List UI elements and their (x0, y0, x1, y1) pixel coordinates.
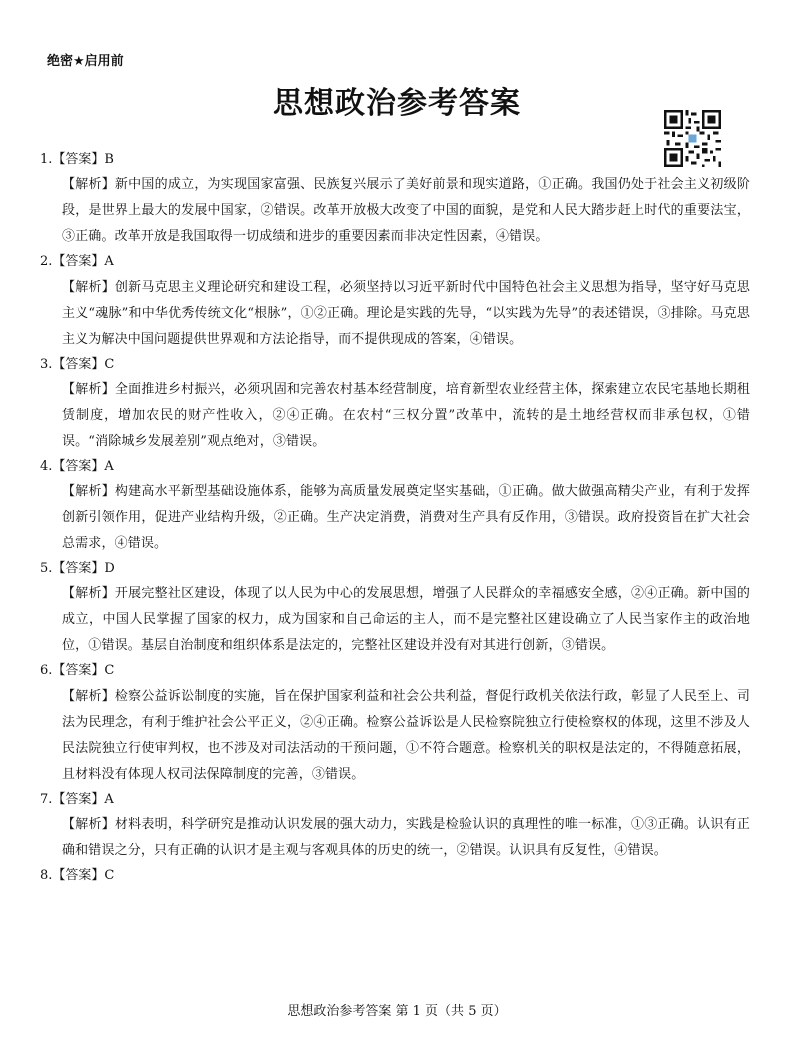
answer-line: 8.【答案】C (40, 868, 115, 884)
answer-item (40, 250, 750, 352)
page-title: 思想政治参考答案 (273, 86, 521, 121)
explanation-text: 【解析】开展完整社区建设，体现了以人民为中心的发展思想，增强了人民群众的幸福感安全感，②④正确。新中国的成立，中国人民掌握了国家的权力，成为国家和自己命运的主人，而不是完整社区建设确立了人民当家作主的政治地位，①错误。基层自治制度和组织体系是法定的，完整社区建设并没有对其进行创新，③错误。 (62, 586, 750, 654)
explanation-text: 【解析】材料表明，科学研究是推动认识发展的强大动力，实践是检验认识的真理性的唯一标准，①③正确。认识有正确和错误之分，只有正确的认识才是主观与客观具体的历史的统一，②错误。认识具有反复性，④错误。 (62, 817, 750, 859)
explanation-text: 【解析】检察公益诉讼制度的实施，旨在保护国家利益和社会公共利益，督促行政机关依法行政，彰显了人民至上、司法为民理念，有利于维护社会公平正义，②④正确。检察公益诉讼是人民检察院独立行使检察权的体现，这里不涉及人民法院独立行使审判权，也不涉及对司法活动的干预问题，①不符合题意。检察机关的职权是法定的，不得随意拓展，且材料没有体现人权司法保障制度的完善，③错误。 (62, 688, 750, 782)
answer-list (40, 148, 750, 888)
explanation-text: 【解析】新中国的成立，为实现国家富强、民族复兴展示了美好前景和现实道路，①正确。我国仍处于社会主义初级阶段，是世界上最大的发展中国家，②错误。改革开放极大改变了中国的面貌，是党和人民大踏步赶上时代的重要法宝，③正确。改革开放是我国取得一切成绩和进步的重要因素而非决定性因素，④错误。 (62, 177, 750, 245)
classified-label: 绝密★启用前 (47, 54, 124, 69)
answer-item (40, 864, 750, 888)
answer-line: 5.【答案】D (40, 561, 115, 577)
answer-line: 7.【答案】A (40, 791, 114, 807)
explanation-text: 【解析】创新马克思主义理论研究和建设工程，必须坚持以习近平新时代中国特色社会主义思想为指导，坚守好马克思主义“魂脉”和中华优秀传统文化“根脉”，①②正确。理论是实践的先导，“以实践为先导”的表述错误，③排除。马克思主义为解决中国问题提供世界观和方法论指导，而不提供现成的答案，④错误。 (62, 279, 750, 347)
answer-item (40, 659, 750, 787)
answer-item (40, 148, 750, 250)
page-footer: 思想政治参考答案 第 1 页（共 5 页） (287, 1004, 507, 1019)
answer-line: 3.【答案】C (40, 356, 115, 372)
answer-item (40, 557, 750, 659)
explanation-text: 【解析】全面推进乡村振兴，必须巩固和完善农村基本经营制度，培育新型农业经营主体，探索建立农民宅基地长期租赁制度，增加农民的财产性收入，②④正确。在农村“三权分置”改革中，流转的是土地经营权而非承包权，①错误。“消除城乡发展差别”观点绝对，③错误。 (62, 381, 750, 449)
answer-item (40, 353, 750, 455)
explanation-text: 【解析】构建高水平新型基础设施体系，能够为高质量发展奠定坚实基础，①正确。做大做强高精尖产业，有利于发挥创新引领作用，促进产业结构升级，②正确。生产决定消费，消费对生产具有反作用，③错误。政府投资旨在扩大社会总需求，④错误。 (62, 484, 750, 552)
answer-line: 1.【答案】B (40, 152, 114, 167)
answer-item (40, 788, 750, 864)
answer-line: 6.【答案】C (40, 663, 115, 679)
answer-line: 4.【答案】A (40, 458, 114, 474)
answer-line: 2.【答案】A (40, 254, 114, 270)
answer-item (40, 455, 750, 557)
